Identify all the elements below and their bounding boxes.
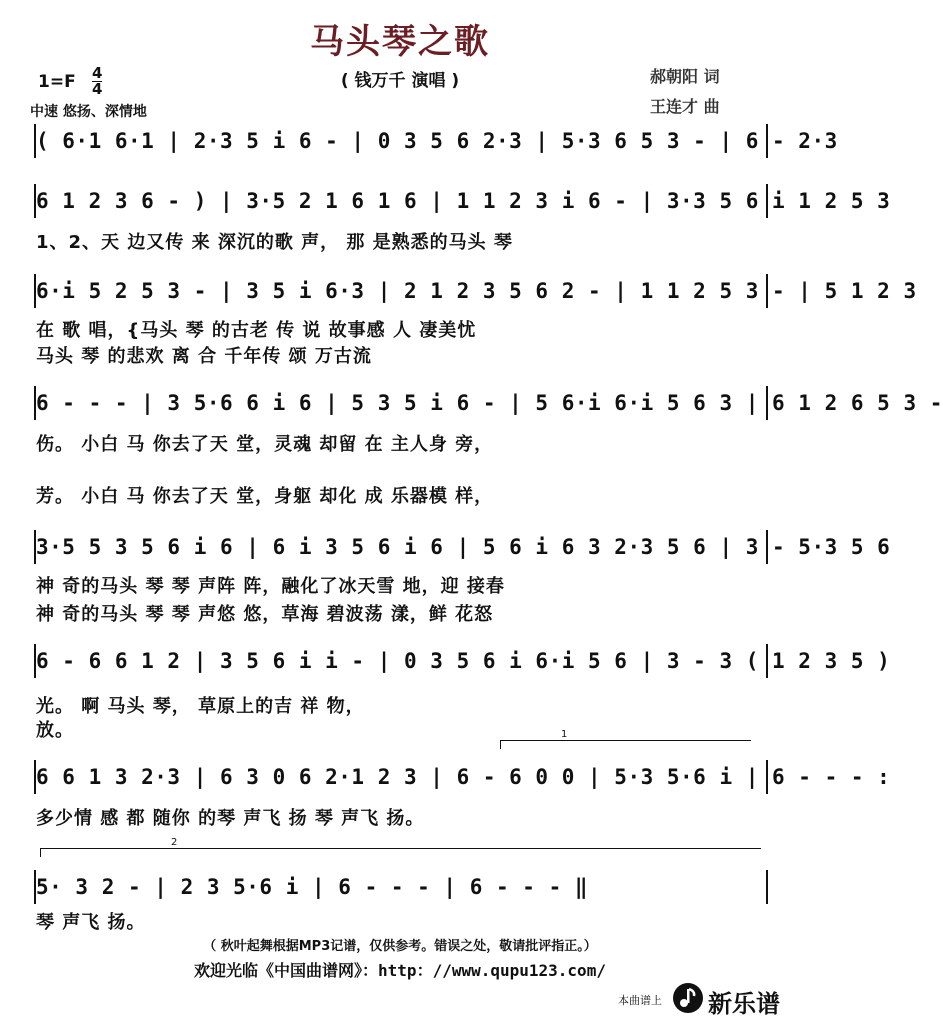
- transcription-note: （ 秋叶起舞根据MP3记谱，仅供参考。错误之处，敬请批评指正。）: [203, 939, 597, 954]
- site-logo: [672, 982, 792, 1016]
- lyric-row-7-line-1: 多少情 感 都 随你 的琴 声飞 扬 琴 声飞 扬。: [36, 808, 425, 829]
- lyric-row-3-line-1: 在 歌 唱，{马头 琴 的古老 传 说 故事感 人 凄美忧: [36, 320, 477, 341]
- lyric-row-8-line-1: 琴 声飞 扬。: [36, 912, 146, 933]
- lyric-row-6-line-2: 放。: [36, 720, 74, 741]
- site-link[interactable]: 欢迎光临《中国曲谱网》：http：//www.qupu123.com/: [194, 961, 606, 980]
- lyric-row-6-line-1: 光。 啊 马头 琴， 草原上的吉 祥 物，: [36, 696, 365, 717]
- tempo-marking: 中速 悠扬、深情地: [30, 104, 147, 120]
- staff-row-7: 6 6 1 3 2·3 | 6 3 0 6 2·1 2 3 | 6 - 6 0 0 | 5·3 5·6 i | 6 - - - :: [34, 760, 768, 794]
- time-top: 4: [92, 64, 103, 82]
- composer-credit: 王连才 曲: [650, 97, 720, 116]
- key-signature: [38, 72, 76, 92]
- staff-row-6: 6 - 6 6 1 2 | 3 5 6 i i - | 0 3 5 6 i 6·i 5 6 | 3 - 3 ( 1 2 3 5 ): [34, 644, 768, 678]
- singer-credit: ( 钱万千 演唱 ): [340, 71, 460, 91]
- time-signature: [92, 66, 102, 96]
- song-title: 马头琴之歌: [310, 22, 490, 62]
- logo-text: 新乐谱: [708, 990, 780, 1018]
- staff-row-3: 6·i 5 2 5 3 - | 3 5 i 6·3 | 2 1 2 3 5 6 2 - | 1 1 2 5 3 - | 5 1 2 3: [34, 274, 768, 308]
- lyric-row-4-line-1: 伤。 小白 马 你去了天 堂，灵魂 却留 在 主人身 旁，: [36, 434, 494, 455]
- badge-text: 本曲谱上: [618, 994, 662, 1007]
- key-label: 1=F: [38, 72, 76, 92]
- lyric-row-2-line-1: 1、2、天 边又传 来 深沉的歌 声， 那 是熟悉的马头 琴: [36, 232, 513, 253]
- lyricist-credit: 郝朝阳 词: [650, 67, 720, 86]
- lyric-row-4-line-2: 芳。 小白 马 你去了天 堂，身躯 却化 成 乐器模 样，: [36, 486, 494, 507]
- lyric-row-5-line-2: 神 奇的马头 琴 琴 声悠 悠，草海 碧波荡 漾，鲜 花怒: [36, 604, 494, 625]
- staff-row-4: 6 - - - | 3 5·6 6 i 6 | 5 3 5 i 6 - | 5 6·i 6·i 5 6 3 | 6 1 2 6 5 3 -: [34, 386, 768, 420]
- staff-row-5: 3·5 5 3 5 6 i 6 | 6 i 3 5 6 i 6 | 5 6 i 6 3 2·3 5 6 | 3 - 5·3 5 6: [34, 530, 768, 564]
- staff-row-1: ( 6·1 6·1 | 2·3 5 i 6 - | 0 3 5 6 2·3 | 5·3 6 5 3 - | 6 - 2·3: [34, 124, 768, 158]
- time-bottom: 4: [92, 80, 103, 98]
- staff-row-8: 5· 3 2 - | 2 3 5·6 i | 6 - - - | 6 - - - ‖: [34, 870, 768, 904]
- volta-bracket-2: 2: [40, 848, 761, 857]
- lyric-row-5-line-1: 神 奇的马头 琴 琴 声阵 阵，融化了冰天雪 地，迎 接春: [36, 576, 505, 597]
- volta-bracket-1: 1: [500, 740, 751, 749]
- staff-row-2: 6 1 2 3 6 - ) | 3·5 2 1 6 1 6 | 1 1 2 3 i 6 - | 3·3 5 6 i 1 2 5 3: [34, 184, 768, 218]
- music-note-icon: [672, 982, 704, 1014]
- lyric-row-3-line-2: 马头 琴 的悲欢 离 合 千年传 颂 万古流: [36, 346, 372, 367]
